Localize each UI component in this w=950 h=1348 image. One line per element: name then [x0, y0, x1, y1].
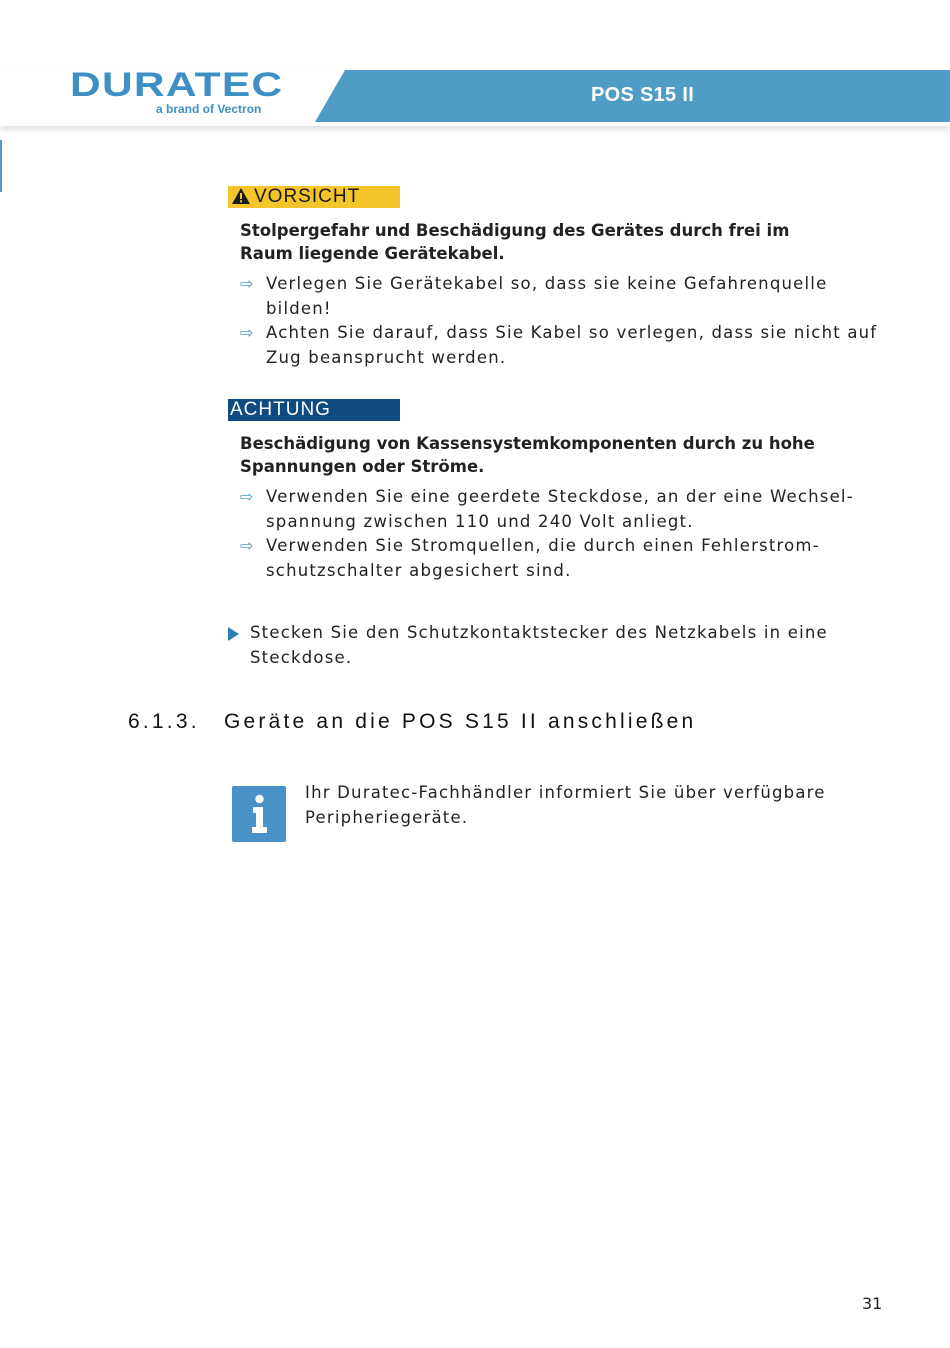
step-line: Stecken Sie den Schutzkontaktstecker des Netzkabels in eine — [250, 623, 828, 642]
step-triangle-icon — [228, 627, 239, 641]
instruction-step — [228, 621, 868, 670]
info-icon — [232, 786, 286, 842]
caution-item-line: Verlegen Sie Gerätekabel so, dass sie keine Gefahrenquelle — [266, 274, 828, 293]
section-title: Geräte an die POS S15 II anschließen — [224, 710, 697, 733]
notice-label: ACHTUNG — [228, 399, 400, 421]
info-line: Ihr Duratec-Fachhändler informiert Sie über verfügbare — [305, 783, 826, 802]
arrow-right-icon: ⇨ — [240, 487, 255, 506]
caution-item — [240, 321, 880, 370]
logo-tagline: a brand of Vectron — [156, 102, 262, 116]
notice-item — [240, 534, 880, 583]
notice-item-line: schutzschalter abgesichert sind. — [266, 560, 572, 580]
page-header — [0, 66, 950, 122]
notice-heading: Beschädigung von Kassensystemkomponenten durch zu hohe Spannungen oder Ströme. — [240, 434, 815, 476]
caution-item-line: Zug beansprucht werden. — [266, 347, 507, 367]
caution-item-line: Achten Sie darauf, dass Sie Kabel so verlegen, dass sie nicht auf — [266, 323, 878, 342]
header-left-edge — [0, 140, 2, 192]
step-line: Steckdose. — [250, 647, 353, 667]
arrow-right-icon: ⇨ — [240, 274, 255, 293]
info-line: Peripheriegeräte. — [305, 807, 469, 827]
caution-label-text: VORSICHT — [254, 186, 361, 207]
page-number: 31 — [862, 1294, 883, 1313]
arrow-right-icon: ⇨ — [240, 536, 255, 555]
warning-triangle-icon — [232, 188, 250, 204]
section-heading — [128, 710, 696, 734]
notice-item — [240, 485, 880, 534]
section-number: 6.1.3. — [128, 710, 200, 733]
arrow-right-icon: ⇨ — [240, 323, 255, 342]
caution-label — [228, 186, 400, 208]
duratec-logo — [70, 66, 300, 120]
logo-wordmark: DURATEC — [70, 66, 284, 104]
caution-item — [240, 272, 880, 321]
notice-item-line: Verwenden Sie Stromquellen, die durch einen Fehlerstrom- — [266, 536, 820, 555]
info-text — [305, 781, 865, 830]
caution-item-line: bilden! — [266, 298, 332, 318]
caution-heading: Stolpergefahr und Beschädigung des Gerätes durch frei im Raum liegende Gerätekabel. — [240, 221, 790, 263]
notice-item-line: spannung zwischen 110 und 240 Volt anliegt. — [266, 511, 694, 531]
notice-item-line: Verwenden Sie eine geerdete Steckdose, an der eine Wechsel- — [266, 487, 854, 506]
header-title: POS S15 II — [591, 84, 695, 106]
